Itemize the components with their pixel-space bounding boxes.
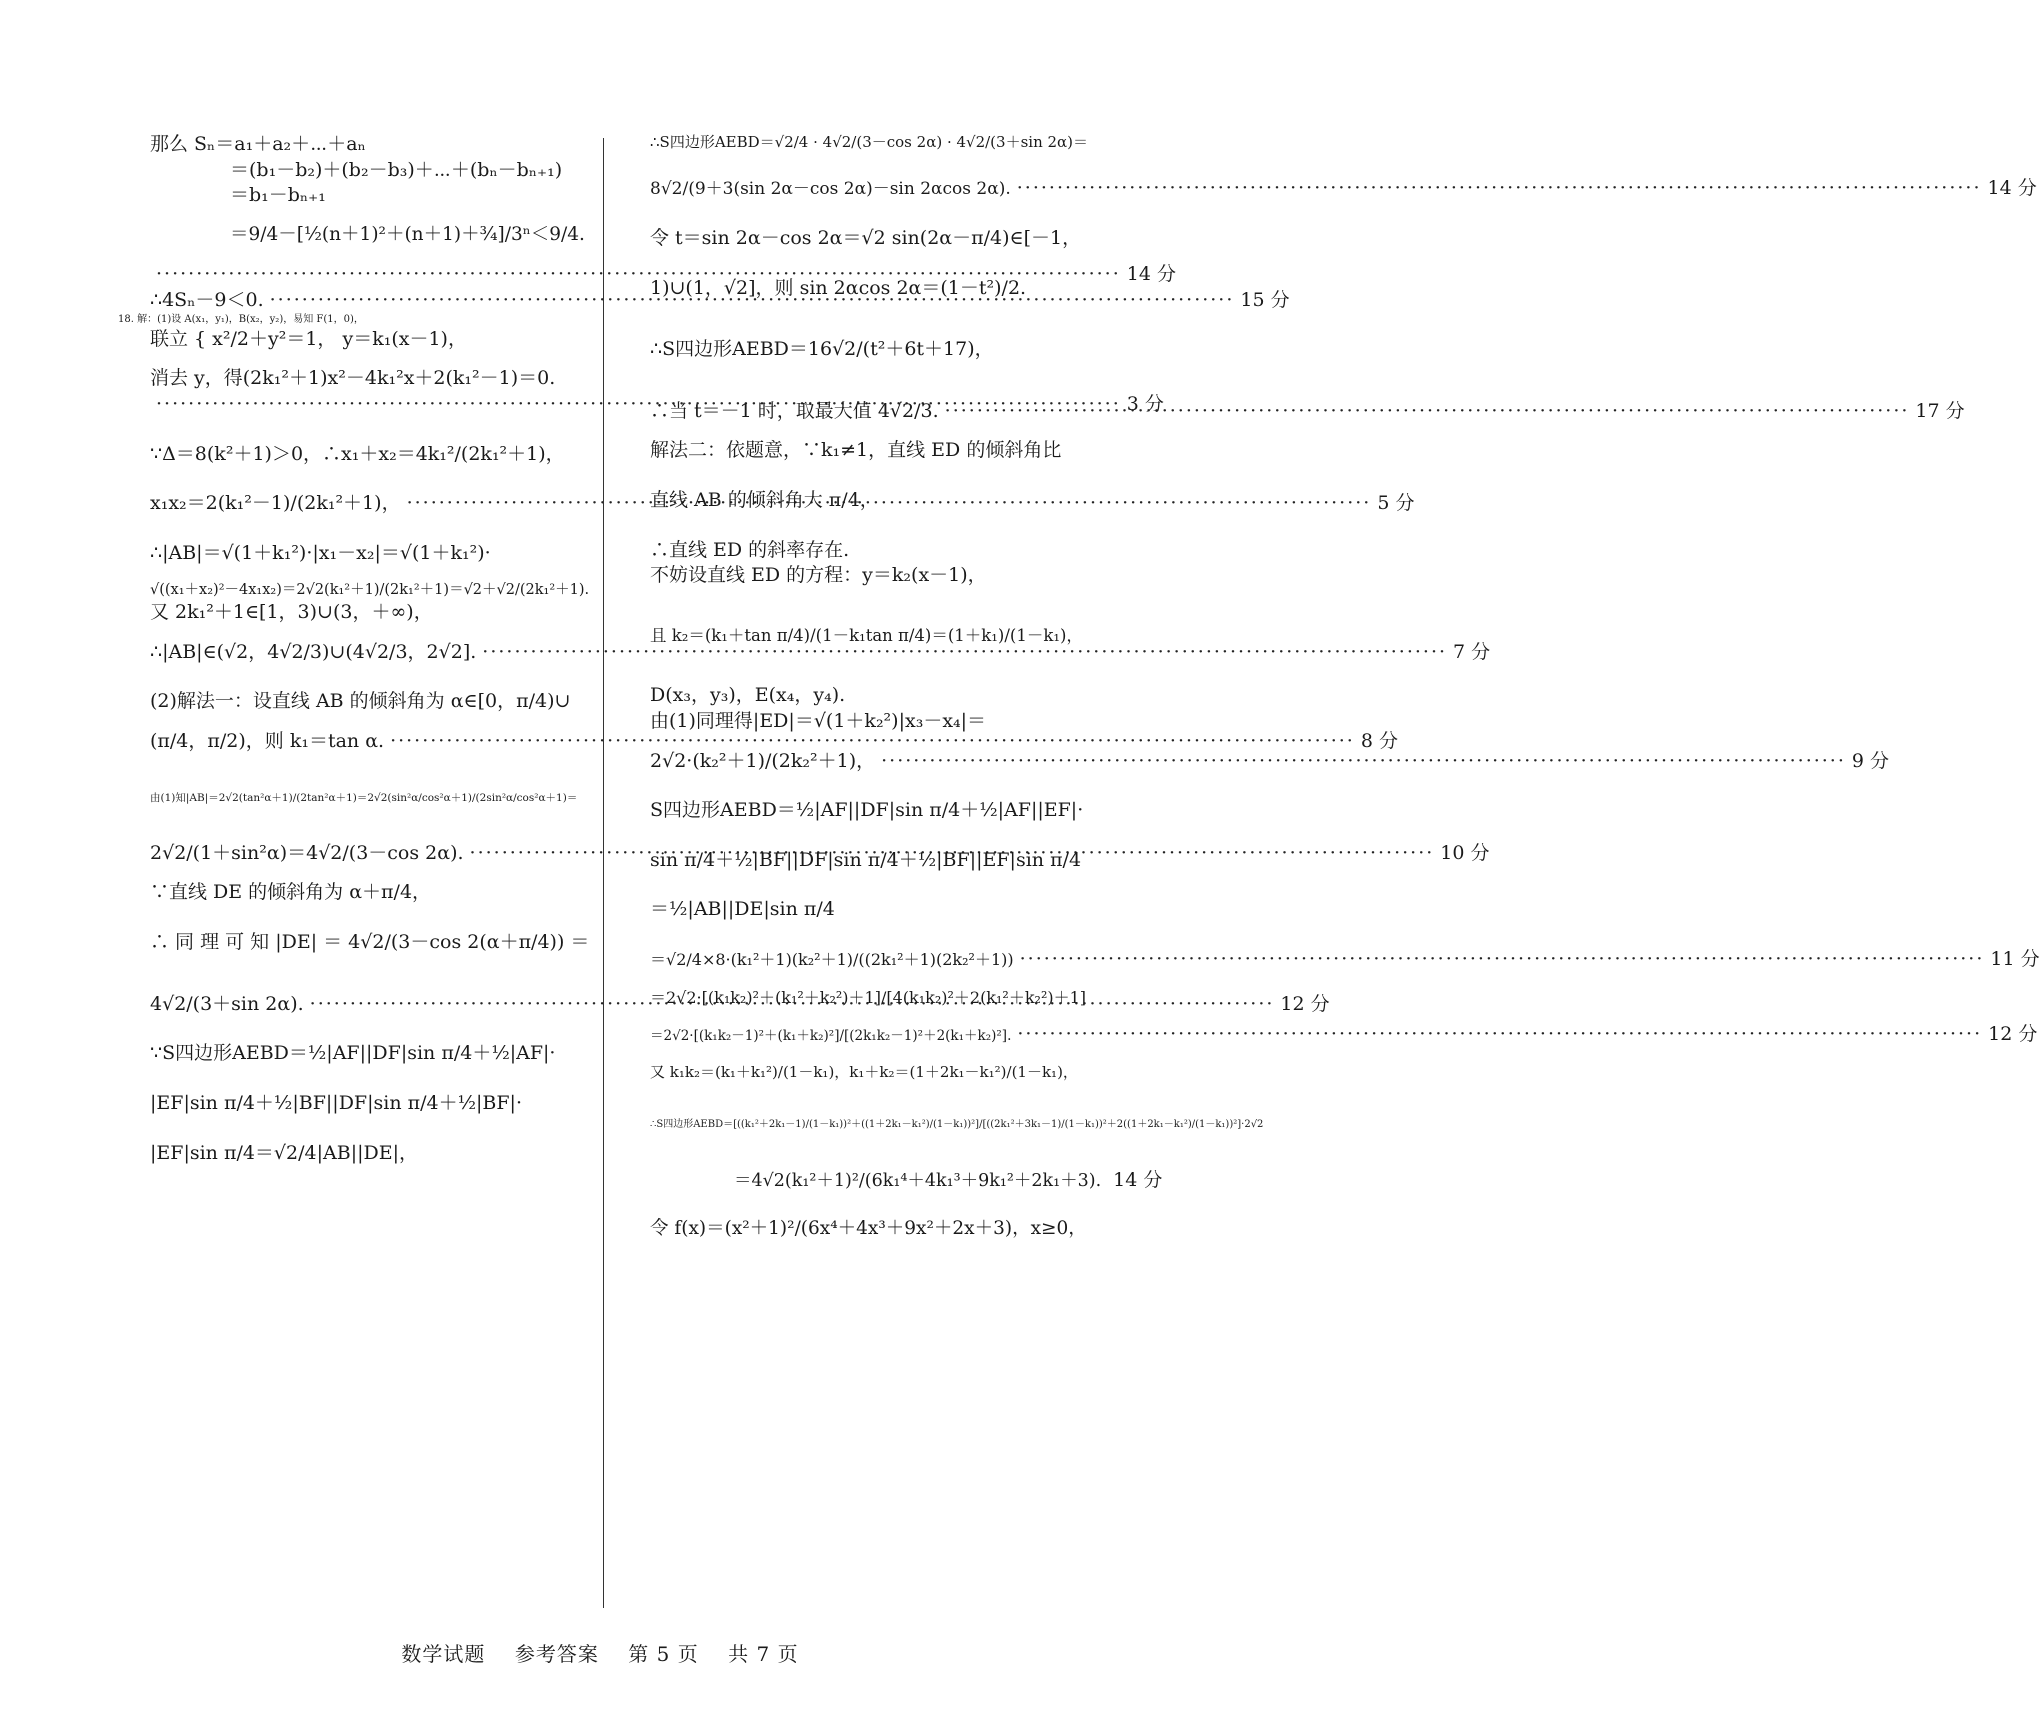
step-text: 2√2·(k₂²＋1)/(2k₂²＋1)，	[650, 749, 876, 772]
solution-line: 解法二：依题意，∵k₁≠1，直线 ED 的倾斜角比	[650, 439, 1062, 462]
scored-step	[150, 640, 1491, 666]
footer-subject: 数学试题	[401, 1642, 486, 1666]
solution-line: |EF|sin π/4＋½|BF||DF|sin π/4＋½|BF|·	[150, 1092, 523, 1115]
solution-line: sin π/4＋½|BF||DF|sin π/4＋½|BF||EF|sin π/4	[650, 848, 1082, 871]
solution-line: |EF|sin π/4＝√2/4|AB||DE|，	[150, 1141, 419, 1164]
step-text: ∴4Sₙ－9＜0.	[150, 288, 264, 311]
line-spacer	[650, 252, 1090, 276]
line-spacer	[150, 755, 590, 791]
step-text: ＝2√2·[(k₁k₂－1)²＋(k₁＋k₂)²]/[(2k₁k₂－1)²＋2(k₁＋k₂)²].	[650, 1028, 1012, 1045]
scored-step	[150, 288, 1290, 314]
scored-step	[650, 1168, 1163, 1194]
solution-line: 令 f(x)＝(x²＋1)²/(6x⁴＋4x³＋9x²＋2x＋3)，x≥0，	[650, 1218, 1087, 1240]
footer-page-total: 共 7 页	[728, 1642, 799, 1666]
solution-line: ＝9/4－[½(n＋1)²＋(n＋1)＋¾]/3ⁿ＜9/4.	[230, 223, 585, 245]
score-points: 3 分	[1126, 392, 1164, 415]
footer-page-number: 第 5 页	[628, 1642, 699, 1666]
score-points: 12 分	[1988, 1023, 2038, 1046]
line-spacer	[650, 424, 1090, 438]
solution-line: 消去 y，得(2k₁²＋1)x²－4k₁²x＋2(k₁²－1)＝0.	[150, 367, 556, 390]
scored-step	[650, 176, 2037, 202]
step-text: (π/4，π/2)，则 k₁＝tan α.	[150, 730, 385, 752]
line-spacer	[650, 1193, 1090, 1217]
line-spacer	[650, 589, 1090, 625]
solution-line: ＝2√2·[(k₁k₂)²＋(k₁²＋k₂²)＋1]/[4(k₁k₂)²＋2(k₁²＋k₂²)＋1]	[650, 987, 1087, 1007]
line-spacer	[650, 1132, 1090, 1168]
column-divider	[603, 138, 604, 1608]
solution-line: (2)解法一：设直线 AB 的倾斜角为 α∈[0，π/4)∪	[150, 690, 571, 713]
solution-line: 直线 AB 的倾斜角大 π/4，	[650, 489, 879, 512]
line-spacer	[650, 514, 1090, 538]
line-spacer	[150, 517, 590, 541]
line-spacer	[150, 1117, 590, 1141]
score-points: 11 分	[1990, 948, 2040, 971]
line-spacer	[150, 906, 590, 930]
scored-step	[150, 729, 1398, 755]
step-text: ＝4√2(k₁²＋1)²/(6k₁⁴＋4k₁³＋9k₁²＋2k₁＋3).	[734, 1170, 1102, 1191]
solution-line: 又 2k₁²＋1∈[1，3)∪(3，＋∞)，	[150, 601, 433, 624]
scored-step	[650, 749, 1890, 775]
score-points: 14 分	[1126, 262, 1176, 285]
score-points: 14 分	[1987, 177, 2037, 200]
line-spacer	[150, 665, 590, 689]
line-spacer	[650, 973, 1090, 987]
score-points: 7 分	[1453, 640, 1491, 663]
dot-leader	[945, 399, 1910, 425]
line-spacer	[650, 873, 1090, 897]
step-text: 8√2/(9＋3(sin 2α－cos 2α)－sin 2αcos 2α).	[650, 179, 1011, 200]
solution-line: ＝b₁－bₙ₊₁	[230, 184, 326, 207]
line-spacer	[150, 956, 590, 992]
solution-line: ∵直线 DE 的倾斜角为 α＋π/4，	[150, 881, 432, 904]
solution-line: ＝(b₁－b₂)＋(b₂－b₃)＋⋯＋(bₙ－bₙ₊₁)	[230, 158, 563, 181]
solution-line: 又 k₁k₂＝(k₁＋k₁²)/(1－k₁)，k₁＋k₂＝(1＋2k₁－k₁²)/(1－k₁)，	[650, 1063, 1078, 1081]
solution-line: 联立 { x²/2＋y²＝1， y＝k₁(x－1)，	[150, 327, 467, 350]
score-points: 8 分	[1360, 730, 1398, 752]
solution-line: ∵S四边形AEBD＝½|AF||DF|sin π/4＋½|AF|·	[150, 1042, 556, 1065]
line-spacer	[650, 464, 1090, 488]
dot-leader	[1017, 1022, 1982, 1048]
footer-doc-type: 参考答案	[514, 1642, 599, 1666]
solution-line: ＝½|AB||DE|sin π/4	[650, 898, 835, 921]
score-points: 14 分	[1113, 1168, 1163, 1191]
solution-line: ∴ 同 理 可 知 |DE| ＝ 4√2/(3－cos 2(α＋π/4)) ＝	[150, 931, 590, 954]
solution-line: 18. 解：(1)设 A(x₁，y₁)，B(x₂，y₂)，易知 F(1，0)，	[118, 314, 364, 326]
solution-line: 那么 Sₙ＝a₁＋a₂＋⋯＋aₙ	[150, 133, 366, 155]
line-spacer	[650, 1008, 1090, 1022]
line-spacer	[150, 352, 590, 366]
score-points: 17 分	[1915, 399, 1965, 422]
step-text: ∴当 t＝－1 时，取最大值 4√2/3.	[650, 399, 939, 422]
solution-line: ∴S四边形AEBD＝√2/4 · 4√2/(3－cos 2α) · 4√2/(3＋sin 2α)＝	[650, 133, 1089, 151]
scored-step	[650, 947, 2040, 973]
score-points: 5 分	[1377, 492, 1415, 515]
solution-line: ∴S四边形AEBD＝[((k₁²＋2k₁－1)/(1－k₁))²＋((1＋2k₁－k₁²)/(1－k₁))²]/[((2k₁²＋3k₁－1)/(1－k₁))²＋2((1＋2k₁－k₁²)/(1－k₁))²]·2√2	[650, 1119, 1264, 1131]
line-spacer	[150, 248, 590, 262]
line-spacer	[650, 301, 1090, 337]
solution-line: ∴直线 ED 的斜率存在.	[650, 538, 850, 561]
solution-line: 令 t＝sin 2α－cos 2α＝√2 sin(2α－π/4)∈[－1，	[650, 226, 1082, 249]
line-spacer	[150, 626, 590, 640]
solution-line: ∵Δ＝8(k²＋1)＞0，∴x₁＋x₂＝4k₁²/(2k₁²＋1)，	[150, 442, 565, 465]
dot-leader	[1020, 947, 1985, 973]
line-spacer	[650, 774, 1090, 798]
solution-line: 由(1)知|AB|＝2√2(tan²α＋1)/(2tan²α＋1)＝2√2(sin²α/cos²α＋1)/(2sin²α/cos²α＋1)＝	[150, 791, 578, 804]
line-spacer	[650, 1048, 1090, 1062]
solution-line: ∴S四边形AEBD＝16√2/(t²＋6t＋17)，	[650, 338, 994, 361]
line-spacer	[150, 805, 590, 841]
line-spacer	[650, 735, 1090, 749]
line-spacer	[650, 923, 1090, 947]
line-spacer	[650, 202, 1090, 226]
solution-line: D(x₃，y₃)，E(x₄，y₄).	[650, 684, 846, 707]
line-spacer	[650, 1082, 1090, 1118]
line-spacer	[150, 1017, 590, 1041]
line-spacer	[650, 647, 1090, 683]
line-spacer	[150, 567, 590, 581]
score-points: 10 分	[1440, 841, 1490, 864]
step-text: 4√2/(3＋sin 2α).	[150, 992, 304, 1015]
solution-line: ∴|AB|＝√(1＋k₁²)·|x₁－x₂|＝√(1＋k₁²)·	[150, 541, 491, 564]
score-points: 15 分	[1240, 288, 1290, 311]
scored-step	[650, 1022, 2038, 1048]
step-text: 2√2/(1＋sin²α)＝4√2/(3－cos 2α).	[150, 841, 464, 864]
solution-line: √((x₁＋x₂)²－4x₁x₂)＝2√2(k₁²＋1)/(2k₁²＋1)＝√2＋√2/(2k₁²＋1).	[150, 581, 590, 598]
score-points: 9 分	[1851, 749, 1890, 772]
line-spacer	[150, 418, 590, 442]
solution-line: 1)∪(1，√2]，则 sin 2αcos 2α＝(1－t²)/2.	[650, 276, 1027, 299]
step-text: x₁x₂＝2(k₁²－1)/(2k₁²＋1)，	[150, 492, 401, 515]
line-spacer	[650, 363, 1090, 399]
solution-line: S四边形AEBD＝½|AF||DF|sin π/4＋½|AF||EF|·	[650, 799, 1084, 822]
step-text: ＝√2/4×8·(k₁²＋1)(k₂²＋1)/((2k₁²＋1)(2k₂²＋1))	[650, 950, 1014, 970]
line-spacer	[150, 715, 590, 729]
solution-line: 由(1)同理得|ED|＝√(1＋k₂²)|x₃－x₄|＝	[650, 709, 987, 732]
line-spacer	[150, 866, 590, 880]
page-footer	[0, 1638, 1200, 1667]
line-spacer	[650, 152, 1090, 176]
solution-line: 且 k₂＝(k₁＋tan π/4)/(1－k₁tan π/4)＝(1＋k₁)/(1－k₁)，	[650, 626, 1083, 646]
dot-leader	[1017, 176, 1982, 202]
score-points: 12 分	[1280, 992, 1330, 1015]
line-spacer	[150, 1067, 590, 1091]
solution-line: 不妨设直线 ED 的方程：y＝k₂(x－1)，	[650, 564, 987, 587]
line-spacer	[650, 824, 1090, 848]
line-spacer	[150, 467, 590, 491]
step-text: ∴|AB|∈(√2，4√2/3)∪(4√2/3，2√2].	[150, 640, 477, 663]
line-spacer	[150, 209, 590, 223]
dot-leader	[881, 749, 1846, 775]
